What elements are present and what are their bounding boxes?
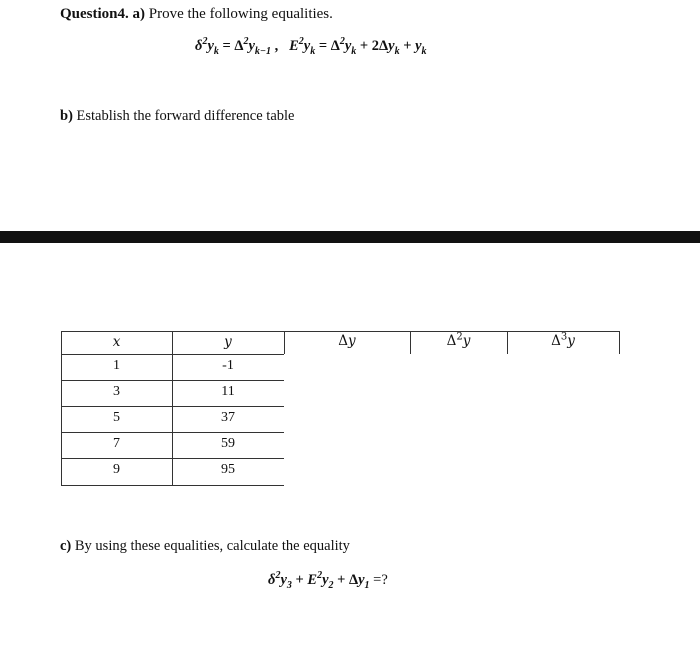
eq3-sup: 2 xyxy=(317,570,323,582)
header-delta2-y xyxy=(410,333,507,349)
eq3-sub: 2 xyxy=(328,579,334,591)
table-border xyxy=(61,331,620,332)
cell-y: -1 xyxy=(222,358,234,373)
eq1-var: y xyxy=(248,38,255,54)
delta-symbol: Δ xyxy=(446,333,457,349)
eq3-Delta: Δ xyxy=(349,572,359,588)
eq1-sup: 2 xyxy=(243,36,249,48)
eq1-E: E xyxy=(289,38,299,54)
eq1-delta: δ xyxy=(195,38,203,54)
eq1-sep: , xyxy=(270,38,290,54)
eq1-var: y xyxy=(388,38,395,54)
eq3-plus: + xyxy=(291,572,308,588)
eq1-var: y xyxy=(303,38,311,54)
cell-x: 5 xyxy=(113,410,120,425)
header-sup: 3 xyxy=(560,331,568,343)
cell-x: 1 xyxy=(113,358,120,373)
part-a-text: Prove the following equalities. xyxy=(148,6,333,22)
eq3-sub: 1 xyxy=(364,579,370,591)
cell-x: 7 xyxy=(113,436,120,451)
part-b-text: Establish the forward difference table xyxy=(76,108,295,124)
section-divider xyxy=(0,231,700,243)
part-c-label: c) xyxy=(60,538,72,554)
question-label: Question4. xyxy=(60,6,129,22)
header-y: y xyxy=(224,334,232,350)
cell-x: 9 xyxy=(113,462,120,477)
header-x: x xyxy=(112,334,121,350)
eq1-sub: k xyxy=(310,45,316,57)
eq1-var: y xyxy=(344,38,352,54)
eq3-sub: 3 xyxy=(286,579,292,591)
part-b xyxy=(60,108,294,125)
header-var: y xyxy=(348,333,356,349)
eq1-sup: 2 xyxy=(339,36,345,48)
delta-symbol: Δ xyxy=(338,333,349,349)
eq3-sup: 2 xyxy=(275,570,281,582)
eq3-var: y xyxy=(280,572,287,588)
eq1-Delta: Δ xyxy=(234,38,244,54)
cell-y: 95 xyxy=(221,462,235,477)
eq1-sub: k xyxy=(351,45,357,57)
cell-x: 3 xyxy=(113,384,120,399)
eq3-E: E xyxy=(307,572,318,588)
eq3-plus: + xyxy=(333,572,350,588)
cell-y: 11 xyxy=(221,384,235,399)
cell-y: 59 xyxy=(221,436,235,451)
eq1-Delta: Δ xyxy=(330,38,340,54)
eq1-sub: k xyxy=(394,45,400,57)
eq3-delta: δ xyxy=(268,572,276,588)
part-c xyxy=(60,538,350,555)
question-heading xyxy=(60,6,333,23)
eq1-plus: + xyxy=(399,38,416,54)
eq1-equals: = xyxy=(218,38,235,54)
table-border xyxy=(619,331,620,354)
header-delta3-y xyxy=(507,333,619,349)
header-delta-y xyxy=(284,333,410,349)
eq1-sub: k−1 xyxy=(254,45,271,57)
eq1-Delta: Δ xyxy=(379,38,389,54)
equation-1 xyxy=(195,38,427,55)
part-b-label: b) xyxy=(60,108,73,124)
eq3-var: y xyxy=(358,572,365,588)
eq1-sup: 2 xyxy=(298,36,304,48)
eq1-var: y xyxy=(207,38,214,54)
header-sup: 2 xyxy=(456,331,463,343)
eq1-equals: = xyxy=(315,38,331,54)
header-var: y xyxy=(567,333,575,349)
equation-3 xyxy=(268,572,388,589)
eq1-sub: k xyxy=(421,45,427,57)
eq1-plus: + 2 xyxy=(356,38,380,54)
header-var: y xyxy=(462,333,471,349)
delta-symbol: Δ xyxy=(551,333,561,349)
part-a-label: a) xyxy=(132,6,146,22)
eq1-var: y xyxy=(415,38,422,54)
cell-y: 37 xyxy=(221,410,235,425)
eq3-var: y xyxy=(322,572,329,588)
part-c-text: By using these equalities, calculate the equality xyxy=(74,538,350,554)
eq1-sup: 2 xyxy=(202,36,208,48)
eq1-sub: k xyxy=(213,45,219,57)
eq3-end: =? xyxy=(369,572,388,588)
